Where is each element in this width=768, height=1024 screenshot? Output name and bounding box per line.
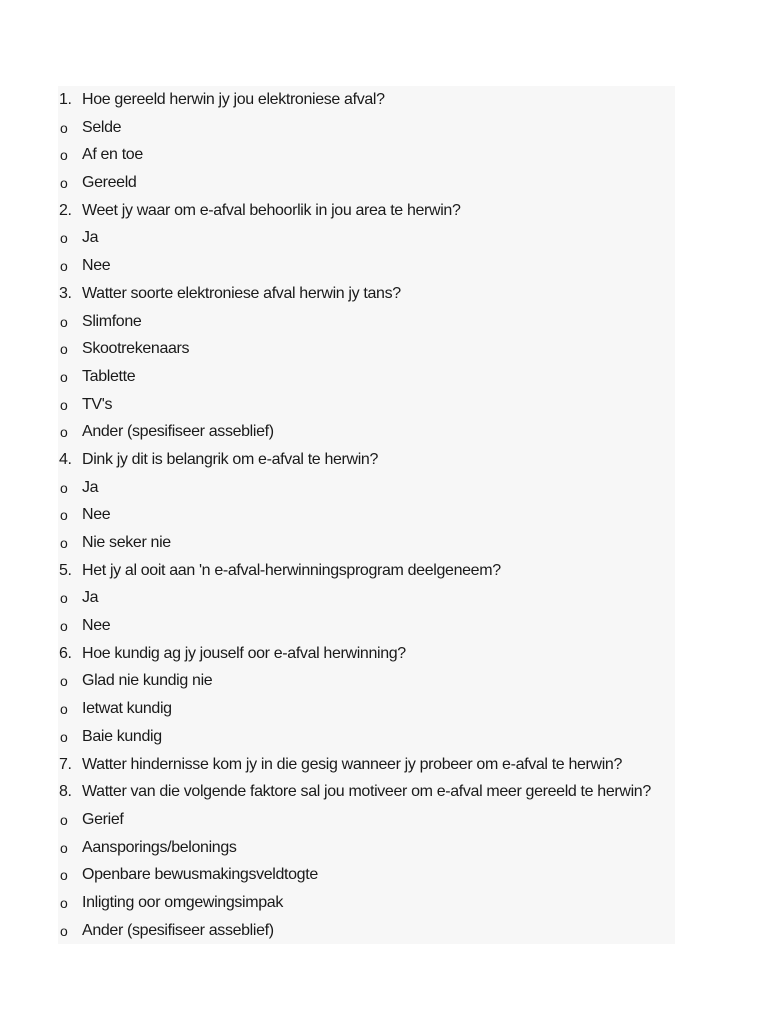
bullet-marker: o [60,507,68,524]
answer-option [58,612,675,640]
answer-option [58,141,675,169]
question-number: 4. [59,450,72,468]
question-item [58,446,675,474]
bullet-marker: o [60,230,68,247]
question-number: 7. [59,755,72,773]
answer-option [58,418,675,446]
question-text: Het jy al ooit aan 'n e-afval-herwinningsprogram deelgeneem? [82,561,501,579]
option-text: Gereeld [82,174,137,192]
answer-option [58,889,675,917]
bullet-marker: o [60,728,68,745]
question-number: 3. [59,284,72,302]
question-text: Watter hindernisse kom jy in die gesig wanneer jy probeer om e-afval te herwin? [82,755,623,773]
answer-option [58,335,675,363]
survey-list [58,86,675,944]
answer-option [58,723,675,751]
answer-option [58,806,675,834]
option-text: Ja [82,589,99,607]
answer-option [58,114,675,142]
question-number: 8. [59,783,72,801]
bullet-marker: o [60,479,68,496]
question-number: 6. [59,644,72,662]
answer-option [58,501,675,529]
question-text: Hoe gereeld herwin jy jou elektroniese afval? [82,91,385,108]
question-number: 1. [59,91,72,108]
answer-option [58,584,675,612]
question-item [58,751,675,779]
answer-option [58,474,675,502]
question-item [58,197,675,225]
bullet-marker: o [60,922,68,939]
option-text: Aansporings/belonings [82,838,237,856]
option-text: Ja [82,478,99,496]
option-text: Nee [82,257,111,275]
bullet-marker: o [60,424,68,441]
option-text: Nee [82,617,111,635]
option-text: Af en toe [82,146,143,164]
answer-option [58,252,675,280]
question-item [58,640,675,668]
question-number: 5. [59,561,72,579]
bullet-marker: o [60,396,68,413]
bullet-marker: o [60,701,68,718]
option-text: Ietwat kundig [82,700,172,718]
option-text: Skootrekenaars [82,340,190,358]
answer-option [58,224,675,252]
answer-option [58,834,675,862]
option-text: Slimfone [82,312,142,330]
option-text: Glad nie kundig nie [82,672,213,690]
bullet-marker: o [60,175,68,192]
option-text: Gerief [82,810,124,828]
bullet-marker: o [60,341,68,358]
bullet-marker: o [60,867,68,884]
answer-option [58,391,675,419]
question-item [58,778,675,806]
bullet-marker: o [60,313,68,330]
answer-option [58,667,675,695]
answer-option [58,363,675,391]
option-text: Ja [82,229,99,247]
bullet-marker: o [60,535,68,551]
option-text: Openbare bewusmakingsveldtogte [82,866,318,884]
option-text: Nie seker nie [82,534,171,551]
question-text: Weet jy waar om e-afval behoorlik in jou area te herwin? [82,201,461,219]
option-text: Tablette [82,367,136,385]
question-item [58,86,675,114]
question-text: Hoe kundig ag jy jouself oor e-afval herwinning? [82,644,406,662]
answer-option [58,917,675,945]
bullet-marker: o [60,673,68,690]
option-text: Ander (spesifiseer asseblief) [82,423,274,441]
answer-option [58,169,675,197]
bullet-marker: o [60,147,68,164]
question-text: Watter soorte elektroniese afval herwin jy tans? [82,284,401,302]
option-text: Nee [82,506,111,524]
question-text: Watter van die volgende faktore sal jou motiveer om e-afval meer gereeld te herwin? [82,783,651,801]
answer-option [58,308,675,336]
answer-option [58,695,675,723]
option-text: Baie kundig [82,727,162,745]
bullet-marker: o [60,811,68,828]
option-text: Inligting oor omgewingsimpak [82,893,283,911]
option-text: Ander (spesifiseer asseblief) [82,921,274,939]
question-text: Dink jy dit is belangrik om e-afval te herwin? [82,450,379,468]
answer-option [58,529,675,557]
question-item [58,557,675,585]
answer-option [58,861,675,889]
bullet-marker: o [60,590,68,607]
option-text: Selde [82,118,122,136]
question-number: 2. [59,201,72,219]
bullet-marker: o [60,258,68,275]
bullet-marker: o [60,119,68,136]
bullet-marker: o [60,839,68,856]
question-item [58,280,675,308]
bullet-marker: o [60,368,68,385]
option-text: TV's [82,395,113,413]
bullet-marker: o [60,894,68,911]
bullet-marker: o [60,618,68,635]
